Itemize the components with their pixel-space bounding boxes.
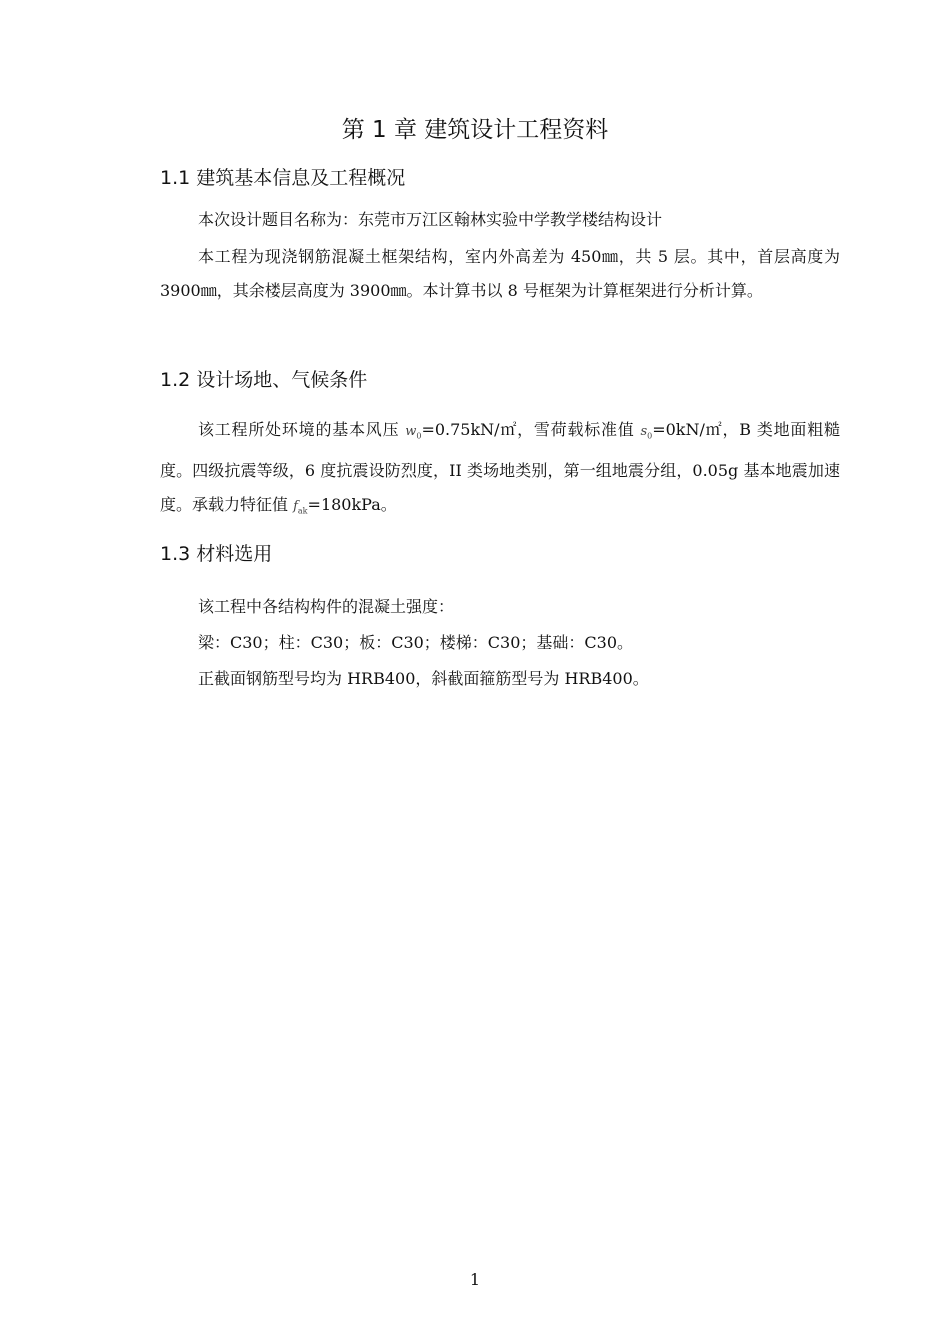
snow-load-symbol: $s_0$	[640, 424, 653, 441]
section-heading-1-1: 1.1 建筑基本信息及工程概况	[160, 167, 406, 189]
section-heading-1-2: 1.2 设计场地、气候条件	[160, 369, 368, 391]
design-title-paragraph: 本次设计题目名称为：东莞市万江区翰林实验中学教学楼结构设计	[198, 210, 663, 229]
section-heading-1-3: 1.3 材料选用	[160, 543, 273, 565]
rebar-grade-line: 正截面钢筋型号均为 HRB400，斜截面箍筋型号为 HRB400。	[198, 669, 649, 688]
material-intro-line: 该工程中各结构构件的混凝土强度：	[198, 597, 455, 616]
project-overview-paragraph: 本工程为现浇钢筋混凝土框架结构，室内外高差为 450㎜，共 5 层。其中，首层高度为 3900㎜，其余楼层高度为 3900㎜。本计算书以 8 号框架为计算框架进行分析计算。	[160, 247, 840, 300]
page-number: 1	[469, 1270, 481, 1289]
bearing-capacity-symbol: $f_{ak}$	[293, 498, 308, 516]
wind-pressure-symbol: $w_0$	[405, 424, 422, 441]
chapter-title: 第 1 章 建筑设计工程资料	[341, 117, 609, 143]
concrete-grade-line: 梁：C30；柱：C30；板：C30；楼梯：C30；基础：C30。	[198, 633, 634, 652]
site-climate-paragraph: 该工程所处环境的基本风压 $w_0=0.75kN/㎡$，雪荷载标准值 $s_0=0kN/㎡$，B 类地面粗糙度。四级抗震等级，6 度抗震设防烈度，II 类场地类别，第一组地震分组，0.05g 基本地震加速度。承载力特征值 $f_{ak}=180kPa$。	[160, 420, 840, 516]
